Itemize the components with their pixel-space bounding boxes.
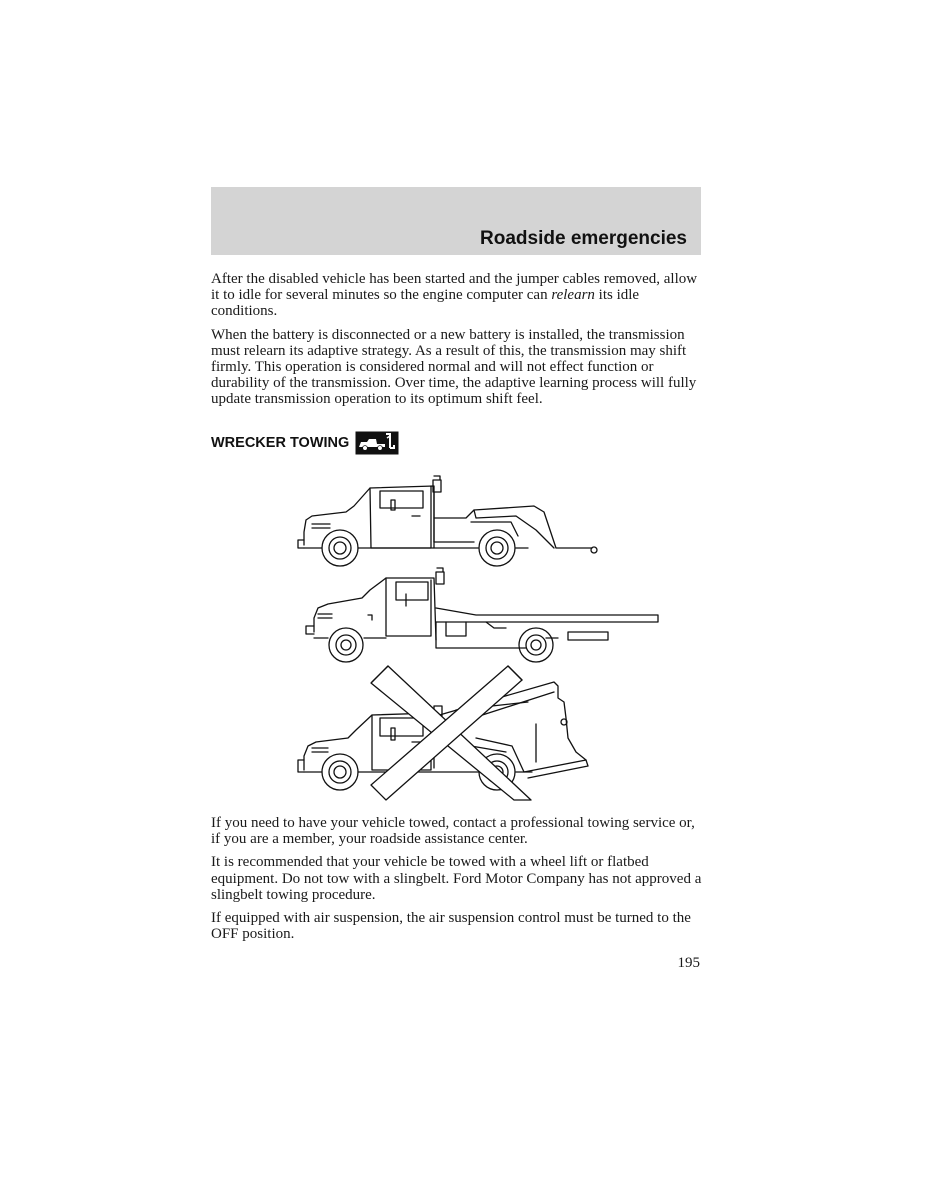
section-title: WRECKER TOWING: [211, 435, 350, 451]
towing-text: [211, 815, 703, 949]
intro-text: [211, 271, 703, 415]
intro-p1-emphasis: relearn: [551, 287, 595, 304]
towing-paragraph-1: If you need to have your vehicle towed, contact a professional towing service or, if you are a member, your roadside assistance center.: [211, 815, 695, 848]
section-heading: [211, 431, 399, 455]
header-band: [211, 187, 701, 255]
wheel-lift-truck: [298, 476, 597, 566]
flatbed-truck: [306, 568, 658, 662]
towing-methods-figure: [296, 470, 668, 805]
towing-paragraph-2: It is recommended that your vehicle be towed with a wheel lift or flatbed equipment. Do not tow with a slingbelt. Ford Motor Company has not approved a slingbelt towing procedure.: [211, 854, 702, 903]
intro-p1-start: After the disabled vehicle has been started and the jumper cables removed, allow it to idle for several minutes so the engine computer can: [211, 271, 698, 304]
intro-p1-end: its idle conditions.: [211, 287, 640, 320]
intro-paragraph-1: [211, 271, 703, 320]
towing-paragraph-3: If equipped with air suspension, the air suspension control must be turned to the OFF position.: [211, 910, 691, 943]
page-title: Roadside emergencies: [480, 228, 687, 249]
page-number: 195: [677, 955, 700, 971]
tow-truck-icon: [355, 431, 399, 455]
intro-paragraph-2: When the battery is disconnected or a new battery is installed, the transmission must relearn its adaptive strategy. As a result of this, the transmission may shift firmly. This operation is considered normal and will not effect function or durability of the transmission. Over time, the adaptive learning process will fully update transmission operation to its optimum shift feel.: [211, 326, 697, 408]
